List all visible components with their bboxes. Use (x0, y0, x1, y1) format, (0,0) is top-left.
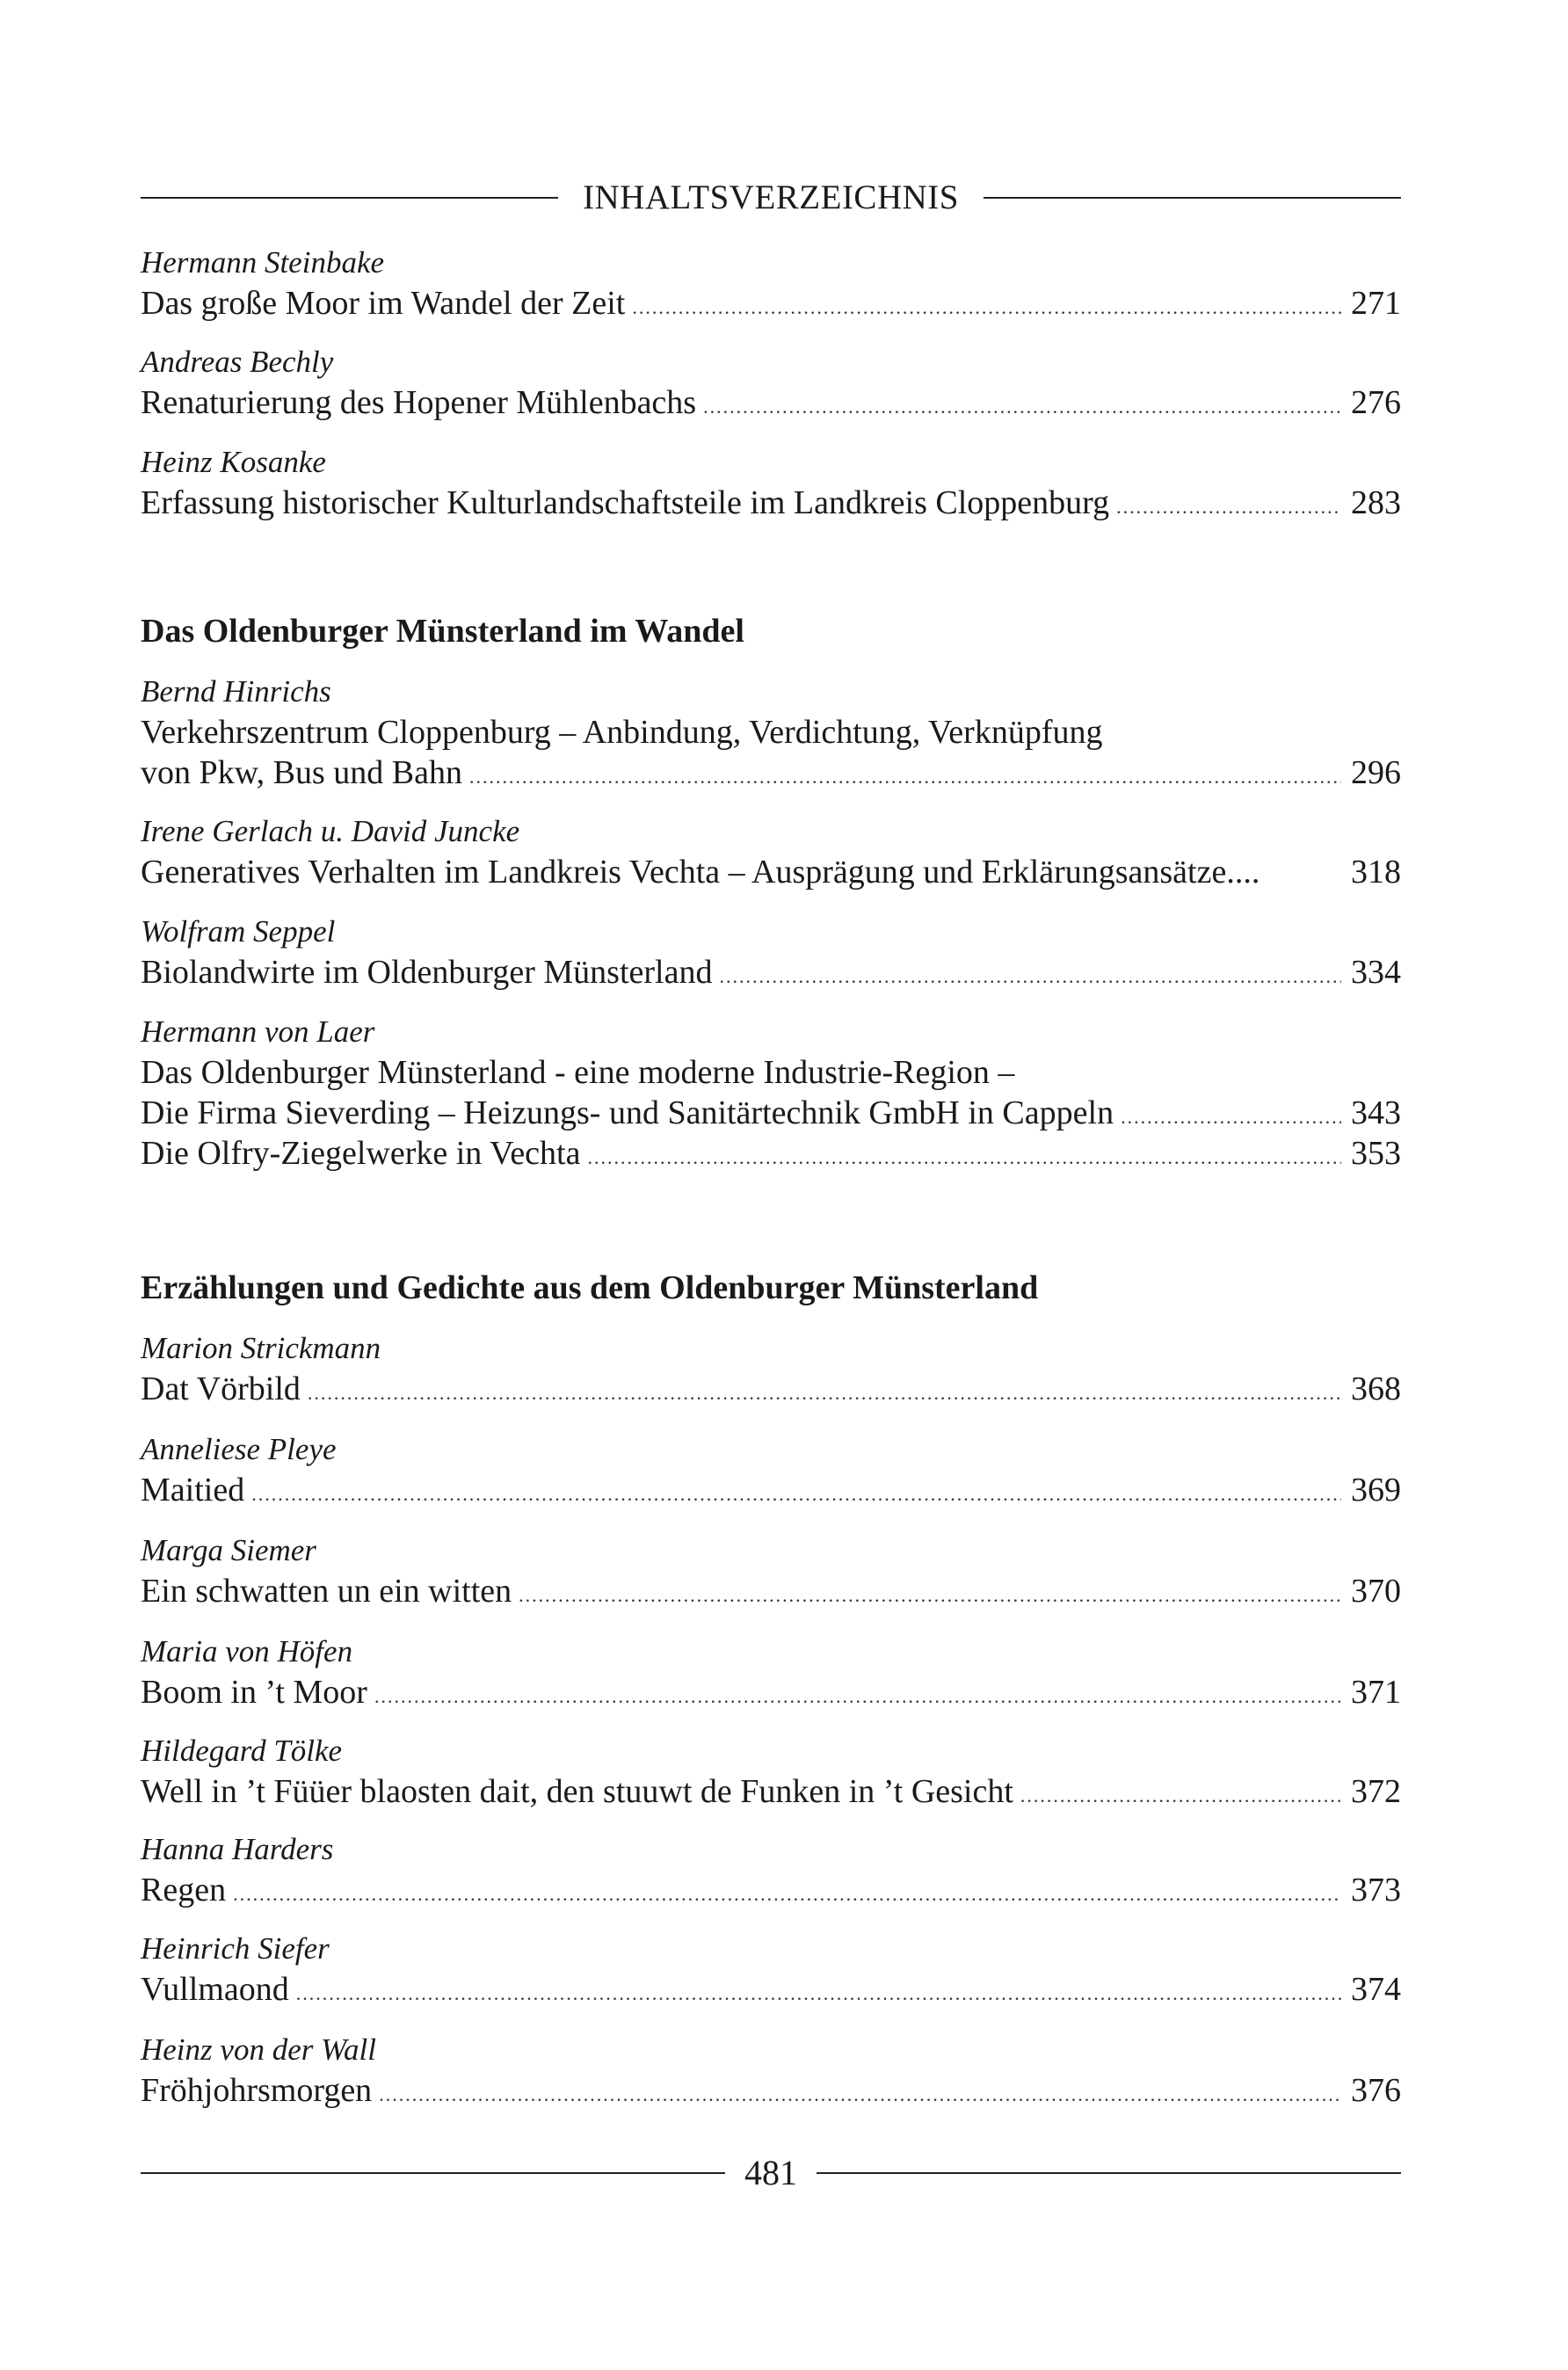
dot-leader (296, 1974, 1341, 2014)
toc-entry (141, 342, 1401, 423)
entry-title: Regen (141, 1872, 227, 1908)
dot-leader (587, 1138, 1341, 1178)
entry-page: 276 (1351, 384, 1401, 421)
entry-author: Heinrich Siefer (141, 1931, 330, 1966)
toc-entry (141, 1429, 1401, 1510)
entry-row (141, 2070, 1401, 2111)
entry-title: Generatives Verhalten im Landkreis Vechta – Ausprägung und Erklärungsansätze.... (141, 854, 1260, 891)
page-title: INHALTSVERZEICHNIS (583, 178, 959, 216)
header-rule-right (984, 197, 1401, 199)
entry-page: 318 (1351, 854, 1401, 891)
entry-row (141, 283, 1401, 324)
toc-entry (141, 912, 1401, 992)
entry-title: Erfassung historischer Kulturlandschaftsteile im Landkreis Cloppenburg (141, 484, 1110, 521)
entry-author: Wolfram Seppel (141, 914, 336, 949)
entry-row (141, 952, 1401, 992)
entry-page: 371 (1351, 1674, 1401, 1711)
toc-entry (141, 1012, 1401, 1174)
footer-rule-left (141, 2172, 725, 2174)
entry-page: 343 (1351, 1094, 1401, 1131)
toc-entry (141, 1829, 1401, 1910)
entry-title: Biolandwirte im Oldenburger Münsterland (141, 954, 713, 991)
entry-row (141, 1969, 1401, 2010)
toc-entry (141, 2030, 1401, 2111)
entry-row (141, 852, 1401, 892)
entry-page: 368 (1351, 1370, 1401, 1407)
entry-author: Hanna Harders (141, 1832, 334, 1866)
toc-entry (141, 1929, 1401, 2010)
toc-entry (141, 1632, 1401, 1712)
entry-row (141, 382, 1401, 423)
dot-leader (374, 1676, 1341, 1717)
dot-leader (469, 757, 1341, 797)
entry-author: Heinz Kosanke (141, 445, 326, 479)
toc-entry (141, 243, 1401, 324)
entry-title: Das große Moor im Wandel der Zeit (141, 285, 626, 322)
page-number: 481 (744, 2153, 797, 2192)
entry-row (141, 1571, 1401, 1611)
entry-page: 334 (1351, 954, 1401, 991)
entry-page: 376 (1351, 2072, 1401, 2109)
entry-author: Bernd Hinrichs (141, 674, 331, 709)
entry-page: 369 (1351, 1472, 1401, 1509)
dot-leader (233, 1874, 1341, 1915)
entry-page: 373 (1351, 1872, 1401, 1908)
entry-author: Heinz von der Wall (141, 2032, 376, 2067)
dot-leader (1020, 1776, 1341, 1816)
entry-row (141, 1672, 1401, 1712)
entry-row (141, 752, 1401, 793)
entry-author: Hildegard Tölke (141, 1734, 343, 1768)
entry-author: Marion Strickmann (141, 1331, 381, 1365)
toc-entry (141, 672, 1401, 793)
section-heading: Erzählungen und Gedichte aus dem Oldenburger Münsterland (141, 1269, 1039, 1306)
entry-title-line: Das Oldenburger Münsterland - eine moderne Industrie-Region – (141, 1054, 1015, 1091)
section-heading: Das Oldenburger Münsterland im Wandel (141, 613, 744, 650)
toc-entry (141, 1530, 1401, 1611)
entry-author: Marga Siemer (141, 1533, 316, 1567)
entry-author: Anneliese Pleye (141, 1432, 337, 1466)
entry-title: Die Olfry-Ziegelwerke in Vechta (141, 1135, 581, 1172)
entry-page: 374 (1351, 1971, 1401, 2008)
toc-entry (141, 1328, 1401, 1409)
dot-leader (251, 1474, 1341, 1515)
dot-leader (632, 287, 1341, 328)
entry-page: 271 (1351, 285, 1401, 322)
entry-row (141, 1470, 1401, 1510)
entry-page: 283 (1351, 484, 1401, 521)
entry-title: von Pkw, Bus und Bahn (141, 754, 462, 791)
footer-rule-right (817, 2172, 1401, 2174)
entry-author: Andreas Bechly (141, 345, 334, 379)
entry-author: Hermann von Laer (141, 1014, 375, 1049)
entry-title: Well in ’t Füüer blaosten dait, den stuuwt de Funken in ’t Gesicht (141, 1773, 1013, 1810)
entry-row (141, 1133, 1401, 1174)
entry-title: Renaturierung des Hopener Mühlenbachs (141, 384, 697, 421)
entry-title: Boom in ’t Moor (141, 1674, 367, 1711)
entry-page: 296 (1351, 754, 1401, 791)
entry-title: Die Firma Sieverding – Heizungs- und Sanitärtechnik GmbH in Cappeln (141, 1094, 1114, 1131)
dot-leader (703, 387, 1341, 427)
dot-leader (308, 1373, 1341, 1414)
toc-entry (141, 442, 1401, 523)
dot-leader (1116, 487, 1341, 527)
entry-author: Maria von Höfen (141, 1634, 353, 1668)
toc-entry (141, 1731, 1401, 1812)
entry-row (141, 1870, 1401, 1910)
dot-leader (719, 956, 1341, 997)
entry-author: Irene Gerlach u. David Juncke (141, 814, 520, 848)
entry-page: 353 (1351, 1135, 1401, 1172)
page-header (141, 178, 1401, 217)
entry-title-line: Verkehrszentrum Cloppenburg – Anbindung, Verdichtung, Verknüpfung (141, 714, 1103, 751)
dot-leader (519, 1575, 1341, 1616)
entry-page: 370 (1351, 1573, 1401, 1610)
entry-row (141, 1771, 1401, 1812)
header-rule-left (141, 197, 558, 199)
entry-title: Maitied (141, 1472, 245, 1509)
entry-row (141, 1093, 1401, 1133)
entry-row (141, 1369, 1401, 1409)
toc-entry (141, 811, 1401, 892)
entry-author: Hermann Steinbake (141, 245, 385, 280)
dot-leader (379, 2075, 1341, 2115)
page-footer (141, 2152, 1401, 2193)
entry-title: Dat Vörbild (141, 1370, 301, 1407)
entry-page: 372 (1351, 1773, 1401, 1810)
entry-title: Fröhjohrsmorgen (141, 2072, 373, 2109)
entry-row (141, 483, 1401, 523)
entry-title: Vullmaond (141, 1971, 289, 2008)
entry-title: Ein schwatten un ein witten (141, 1573, 512, 1610)
dot-leader (1121, 1097, 1341, 1138)
